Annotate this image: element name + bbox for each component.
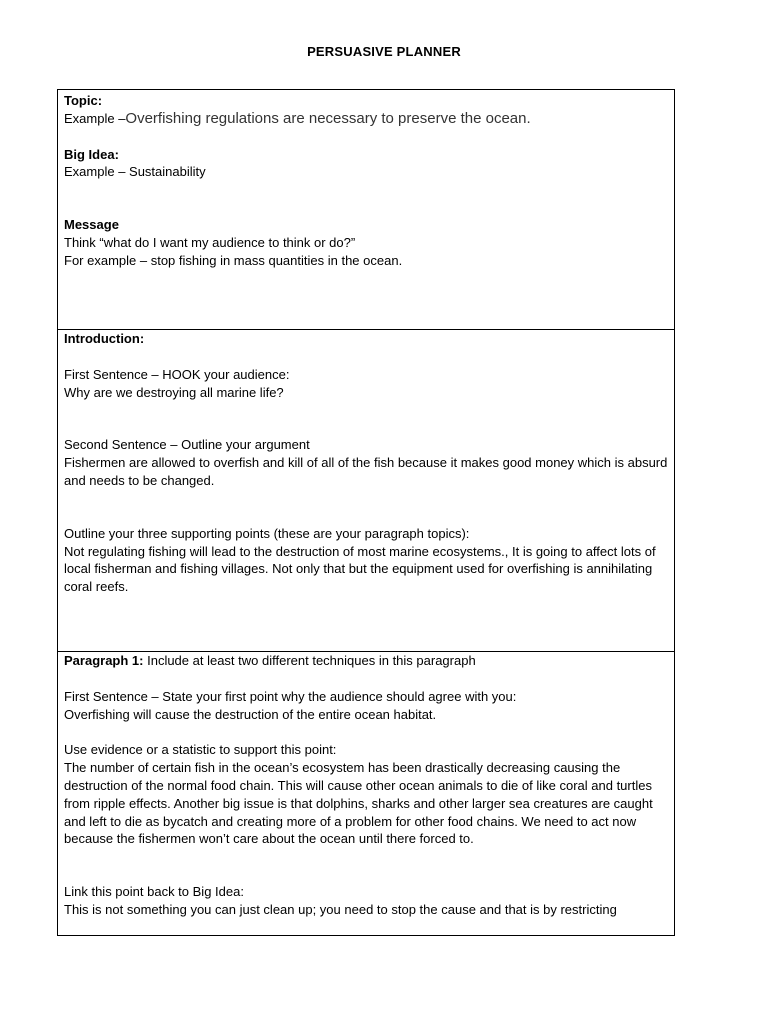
page-title: PERSUASIVE PLANNER — [307, 44, 461, 59]
planner-table — [57, 89, 675, 936]
p1-first-text: Overfishing will cause the destruction of the entire ocean habitat. — [64, 706, 437, 722]
big-idea-heading: Big Idea: — [64, 146, 119, 162]
intro-outline-text: Not regulating fishing will lead to the destruction of most marine ecosystems., It is going to affect lots of local fisherman and fishing villages. Not only that but the equipment used for overfishing is annihilating coral reefs. — [64, 543, 656, 595]
message-prompt: Think “what do I want my audience to think or do?” — [64, 234, 356, 250]
intro-first-text: Why are we destroying all marine life? — [64, 384, 284, 400]
message-example: For example – stop fishing in mass quantities in the ocean. — [64, 252, 403, 268]
topic-example-prefix: Example – — [64, 110, 126, 126]
paragraph1-heading: Paragraph 1: — [64, 653, 144, 668]
topic-example — [64, 110, 668, 128]
topic-example-text: Overfishing regulations are necessary to preserve the ocean. — [125, 109, 531, 127]
p1-evidence-label: Use evidence or a statistic to support this point: — [64, 742, 337, 758]
p1-first-label: First Sentence – State your first point why the audience should agree with you: — [64, 688, 517, 704]
message-heading: Message — [64, 217, 119, 233]
paragraph1-row — [58, 652, 675, 936]
intro-outline-label: Outline your three supporting points (these are your paragraph topics): — [64, 525, 470, 541]
paragraph1-heading-line — [64, 652, 668, 670]
introduction-row — [58, 330, 675, 652]
big-idea-example: Example – Sustainability — [64, 164, 206, 180]
topic-cell — [58, 90, 675, 330]
p1-evidence-text: The number of certain fish in the ocean’s ecosystem has been drastically decreasing causing the destruction of the normal food chain. This will cause other ocean animals to die of like coral and turtles from ripple effects. Another big issue is that dolphins, sharks and other larger sea creatures are caught and left to die as bycatch and creating more of a problem for other food chains. We need to act now because the fishermen won’t care about the ocean until there forced to. — [64, 760, 653, 847]
introduction-cell — [58, 330, 675, 652]
intro-first-label: First Sentence – HOOK your audience: — [64, 366, 290, 382]
intro-second-label: Second Sentence – Outline your argument — [64, 437, 310, 453]
topic-heading: Topic: — [64, 93, 103, 108]
topic-row — [58, 90, 675, 330]
introduction-heading: Introduction: — [64, 331, 145, 346]
paragraph1-heading-note: Include at least two different techniques in this paragraph — [143, 653, 476, 668]
p1-link-text: This is not something you can just clean up; you need to stop the cause and that is by restricting — [64, 901, 617, 917]
intro-second-text: Fishermen are allowed to overfish and kill of all of the fish because it makes good money which is absurd and needs to be changed. — [64, 455, 668, 488]
paragraph1-cell — [58, 652, 675, 936]
p1-link-label: Link this point back to Big Idea: — [64, 884, 244, 900]
